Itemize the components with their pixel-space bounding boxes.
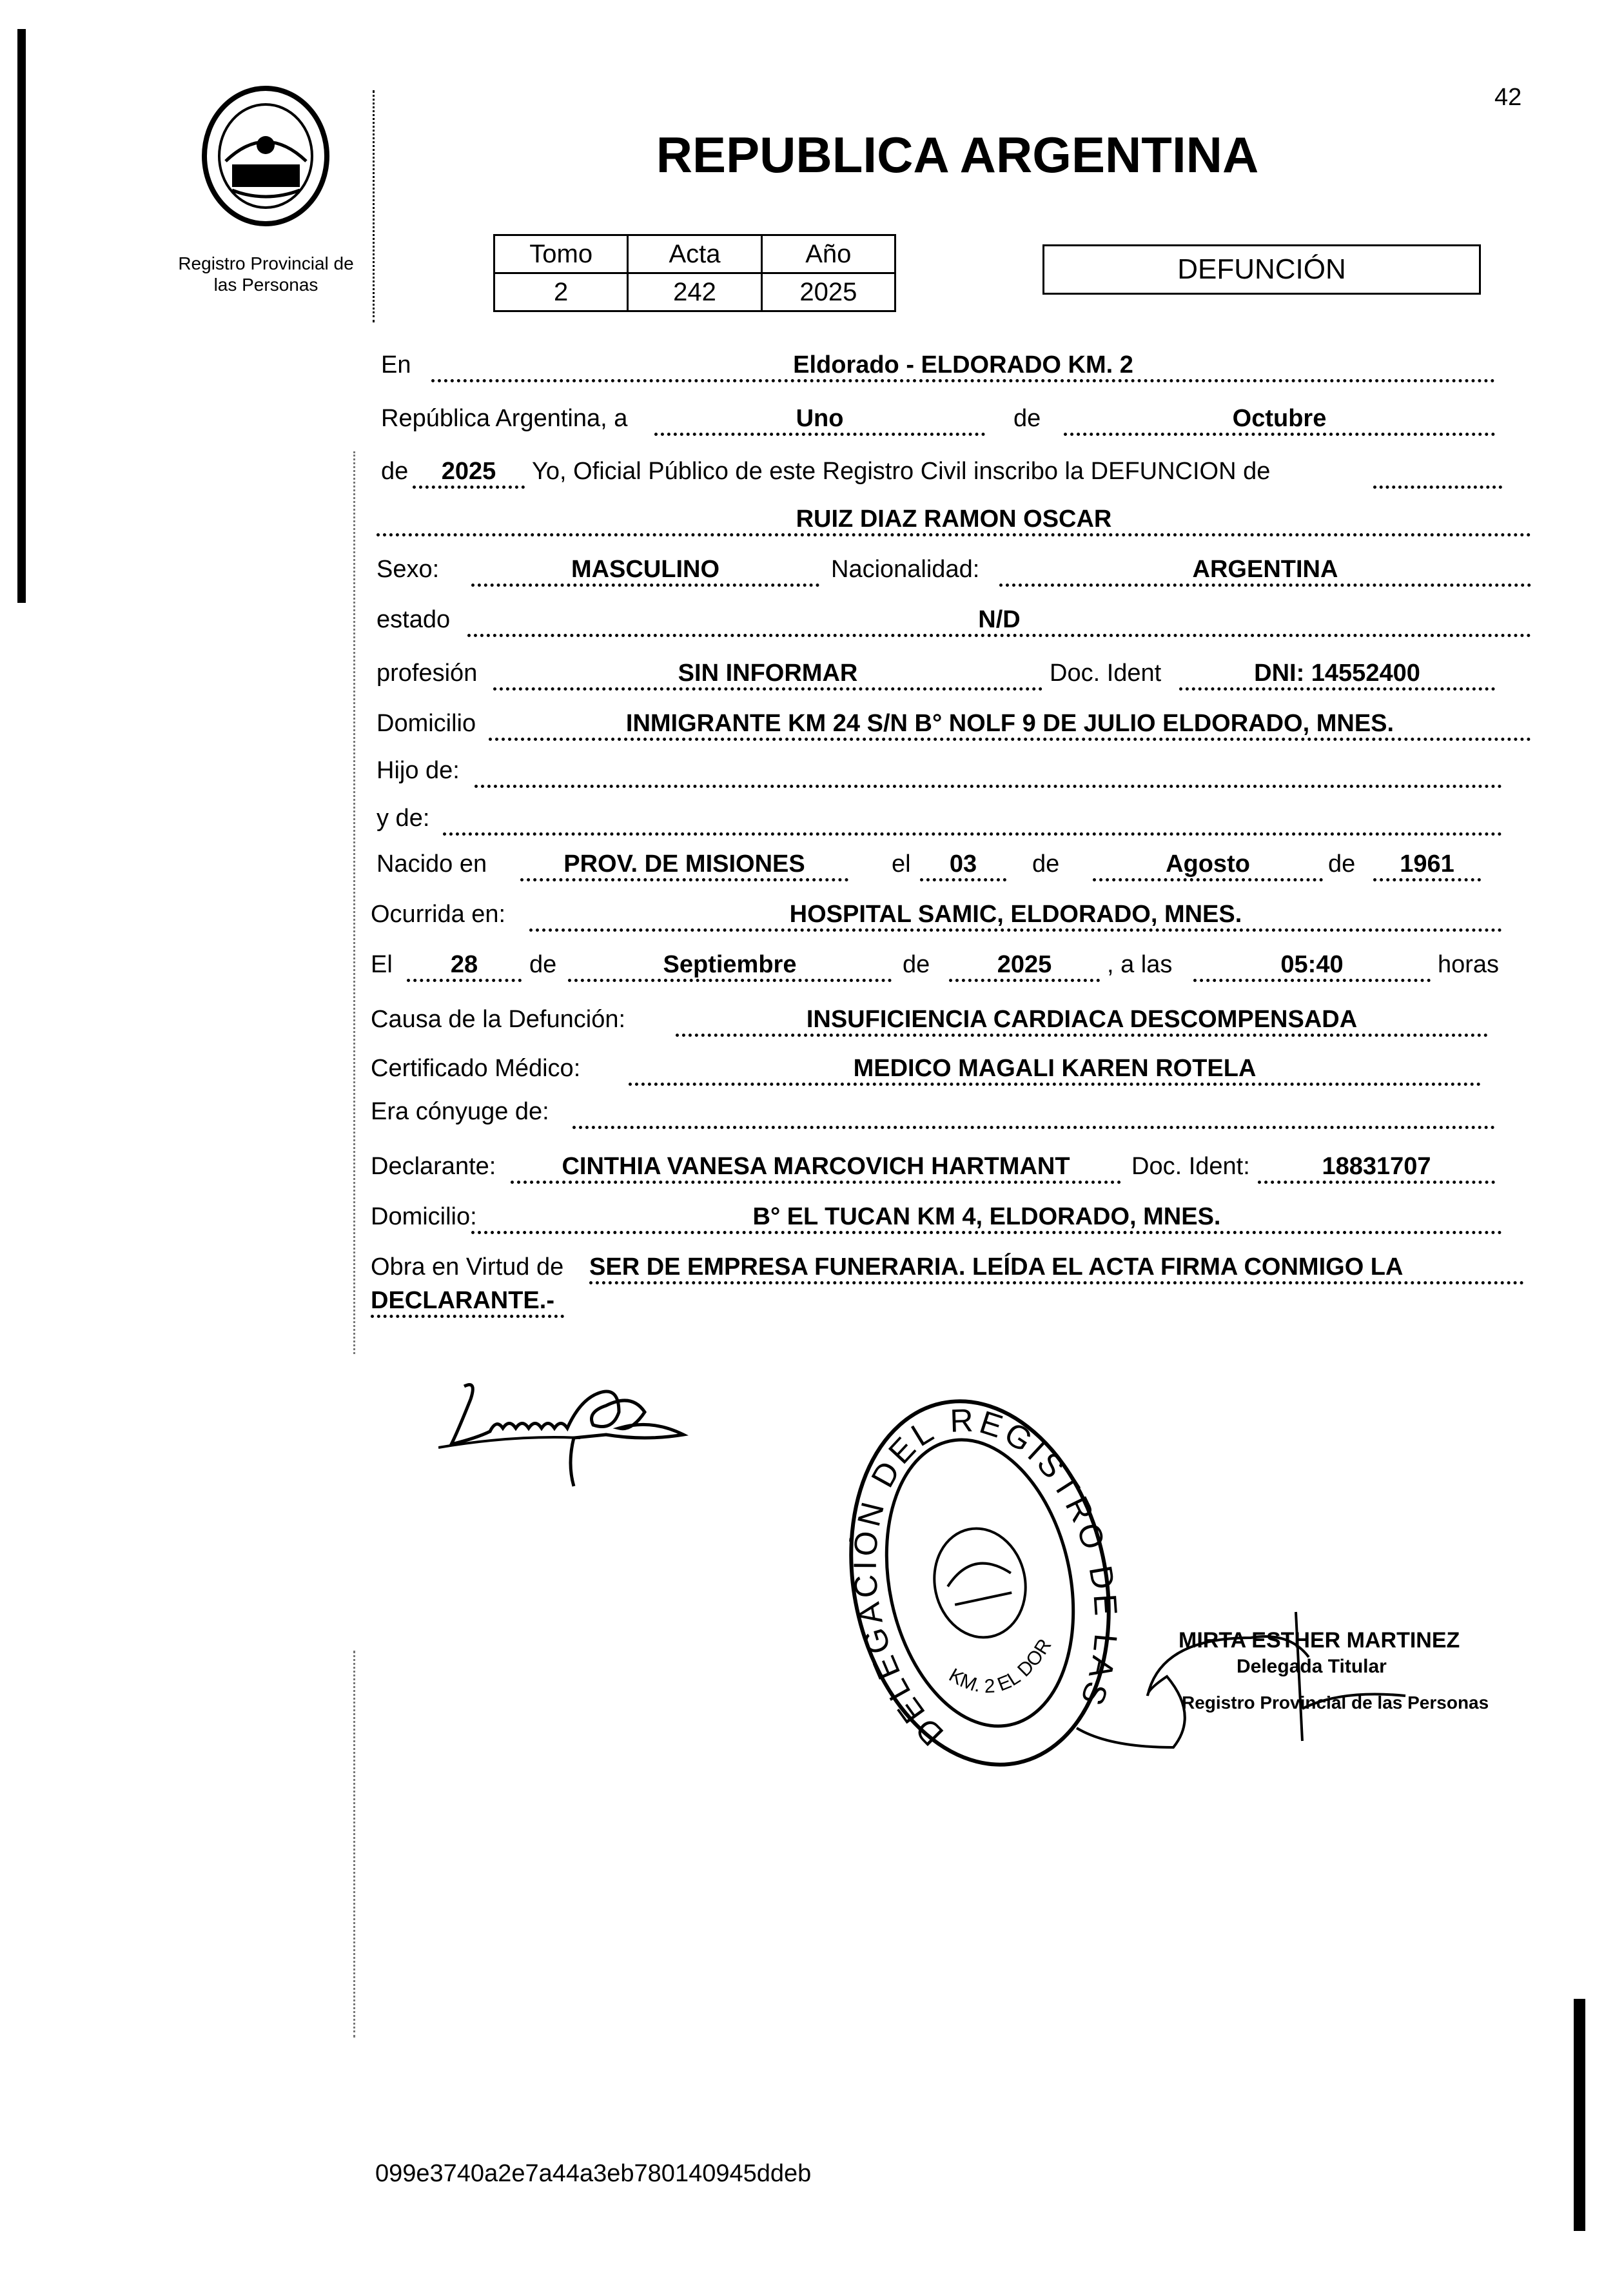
row-sexo bbox=[0, 555, 1624, 587]
birth-year-field: 1961 bbox=[1373, 850, 1481, 881]
row-decl-domicilio bbox=[0, 1203, 1624, 1235]
blank-field bbox=[1373, 457, 1502, 489]
row-obra bbox=[0, 1253, 1624, 1285]
row-death-date bbox=[0, 950, 1624, 983]
hijo-field bbox=[474, 756, 1502, 788]
month-field: Octubre bbox=[1064, 404, 1495, 436]
declarante-label: Declarante: bbox=[371, 1153, 496, 1180]
value-ano: 2025 bbox=[761, 273, 895, 311]
row-domicilio bbox=[0, 709, 1624, 742]
yde-label: y de: bbox=[377, 805, 430, 832]
certificado-label: Certificado Médico: bbox=[371, 1055, 581, 1082]
de-label: de bbox=[1013, 405, 1041, 432]
death-time-field: 05:40 bbox=[1193, 950, 1431, 982]
obra-field-line1: SER DE EMPRESA FUNERARIA. LEÍDA EL ACTA FIRMA CONMIGO LA bbox=[589, 1253, 1524, 1284]
alas-label: , a las bbox=[1107, 951, 1173, 978]
estado-field: N/D bbox=[467, 605, 1531, 637]
estado-label: estado bbox=[377, 606, 451, 633]
row-conyuge bbox=[0, 1097, 1624, 1130]
registry-name bbox=[161, 253, 371, 295]
nacionalidad-label: Nacionalidad: bbox=[831, 556, 980, 583]
row-ocurrida bbox=[0, 900, 1624, 932]
en-field: Eldorado - ELDORADO KM. 2 bbox=[431, 351, 1495, 382]
stamp-outer-text: DELEGACIÓN DEL REGISTRO DE LAS bbox=[846, 1402, 1122, 1753]
decl-domicilio-label: Domicilio: bbox=[371, 1203, 477, 1230]
row-yde bbox=[0, 804, 1624, 836]
row-causa bbox=[0, 1005, 1624, 1037]
doc-field: DNI: 14552400 bbox=[1179, 659, 1495, 691]
death-month-field: Septiembre bbox=[568, 950, 892, 982]
header-ano: Año bbox=[761, 235, 895, 273]
day-field: Uno bbox=[654, 404, 985, 436]
certificado-field: MEDICO MAGALI KAREN ROTELA bbox=[629, 1054, 1481, 1086]
header-tomo: Tomo bbox=[494, 235, 628, 273]
ocurrida-label: Ocurrida en: bbox=[371, 901, 506, 928]
row-profesion bbox=[0, 659, 1624, 691]
obra-field-line2: DECLARANTE.- bbox=[371, 1286, 564, 1318]
horas-label: horas bbox=[1438, 951, 1500, 978]
death-year-field: 2025 bbox=[949, 950, 1100, 982]
tomo-acta-ano-table bbox=[493, 234, 896, 312]
causa-label: Causa de la Defunción: bbox=[371, 1006, 626, 1033]
signatory-name: MIRTA ESTHER MARTINEZ bbox=[1179, 1628, 1460, 1653]
doc-label: Doc. Ident bbox=[1050, 660, 1162, 687]
sexo-label: Sexo: bbox=[377, 556, 440, 583]
page-title: REPUBLICA ARGENTINA bbox=[656, 126, 1259, 183]
decl-doc-label: Doc. Ident: bbox=[1131, 1153, 1250, 1180]
nacionalidad-field: ARGENTINA bbox=[999, 555, 1531, 587]
value-tomo: 2 bbox=[494, 273, 628, 311]
conyuge-label: Era cónyuge de: bbox=[371, 1098, 549, 1125]
declarante-field: CINTHIA VANESA MARCOVICH HARTMANT bbox=[511, 1152, 1121, 1184]
scan-edge-bar-right bbox=[1574, 1999, 1585, 2231]
registry-line-1: Registro Provincial de bbox=[178, 253, 354, 273]
deceased-name-field: RUIZ DIAZ RAMON OSCAR bbox=[377, 505, 1531, 536]
birth-day-field: 03 bbox=[920, 850, 1006, 881]
sexo-field: MASCULINO bbox=[471, 555, 819, 587]
yde-field bbox=[443, 804, 1502, 836]
margin-dotted-line bbox=[373, 90, 375, 322]
row-en bbox=[0, 351, 1624, 383]
oficial-text: Yo, Oficial Público de este Registro Civil inscribo la DEFUNCION de bbox=[532, 458, 1271, 485]
act-type-box: DEFUNCIÓN bbox=[1042, 244, 1481, 295]
republica-label: República Argentina, a bbox=[381, 405, 628, 432]
decl-domicilio-field: B° EL TUCAN KM 4, ELDORADO, MNES. bbox=[471, 1203, 1502, 1234]
death-day-field: 28 bbox=[407, 950, 522, 982]
profesion-field: SIN INFORMAR bbox=[493, 659, 1042, 691]
row-certificado bbox=[0, 1054, 1624, 1086]
row-obra-cont bbox=[0, 1286, 1624, 1319]
el-label: El bbox=[371, 951, 393, 978]
hijo-label: Hijo de: bbox=[377, 757, 460, 784]
signatory-office: Registro Provincial de las Personas bbox=[1182, 1693, 1489, 1713]
registry-line-2: las Personas bbox=[213, 275, 318, 295]
de-label: de bbox=[1032, 850, 1060, 878]
row-estado bbox=[0, 605, 1624, 638]
document-hash: 099e3740a2e7a44a3eb780140945ddeb bbox=[375, 2160, 812, 2187]
signatory-role: Delegada Titular bbox=[1237, 1656, 1387, 1677]
province-seal-logo bbox=[193, 84, 338, 229]
row-date bbox=[0, 404, 1624, 437]
page-number: 42 bbox=[1494, 84, 1522, 111]
row-declarante bbox=[0, 1152, 1624, 1184]
de-label: de bbox=[381, 458, 409, 485]
conyuge-field bbox=[572, 1097, 1495, 1129]
row-name bbox=[0, 505, 1624, 537]
de-label: de bbox=[903, 951, 930, 978]
profesion-label: profesión bbox=[377, 660, 478, 687]
birth-month-field: Agosto bbox=[1093, 850, 1323, 881]
decl-doc-field: 18831707 bbox=[1258, 1152, 1495, 1184]
row-hijo bbox=[0, 756, 1624, 789]
value-acta: 242 bbox=[628, 273, 761, 311]
de-label: de bbox=[529, 951, 557, 978]
domicilio-label: Domicilio bbox=[377, 710, 476, 737]
row-nacido bbox=[0, 850, 1624, 882]
obra-label: Obra en Virtud de bbox=[371, 1253, 564, 1281]
de-label: de bbox=[1328, 850, 1356, 878]
ocurrida-field: HOSPITAL SAMIC, ELDORADO, MNES. bbox=[529, 900, 1502, 932]
header-acta: Acta bbox=[628, 235, 761, 273]
domicilio-field: INMIGRANTE KM 24 S/N B° NOLF 9 DE JULIO ELDORADO, MNES. bbox=[489, 709, 1531, 741]
margin-dotted-line bbox=[353, 1651, 355, 2038]
declarant-signature bbox=[438, 1373, 716, 1489]
nacido-label: Nacido en bbox=[377, 850, 487, 878]
row-year bbox=[0, 457, 1624, 489]
nacido-field: PROV. DE MISIONES bbox=[520, 850, 848, 881]
stamp-inner-text: KM. 2 EL DORADO bbox=[945, 1635, 1056, 1698]
causa-field: INSUFICIENCIA CARDIACA DESCOMPENSADA bbox=[676, 1005, 1488, 1037]
en-label: En bbox=[381, 351, 411, 378]
year-field: 2025 bbox=[413, 457, 525, 489]
el-label: el bbox=[892, 850, 911, 878]
